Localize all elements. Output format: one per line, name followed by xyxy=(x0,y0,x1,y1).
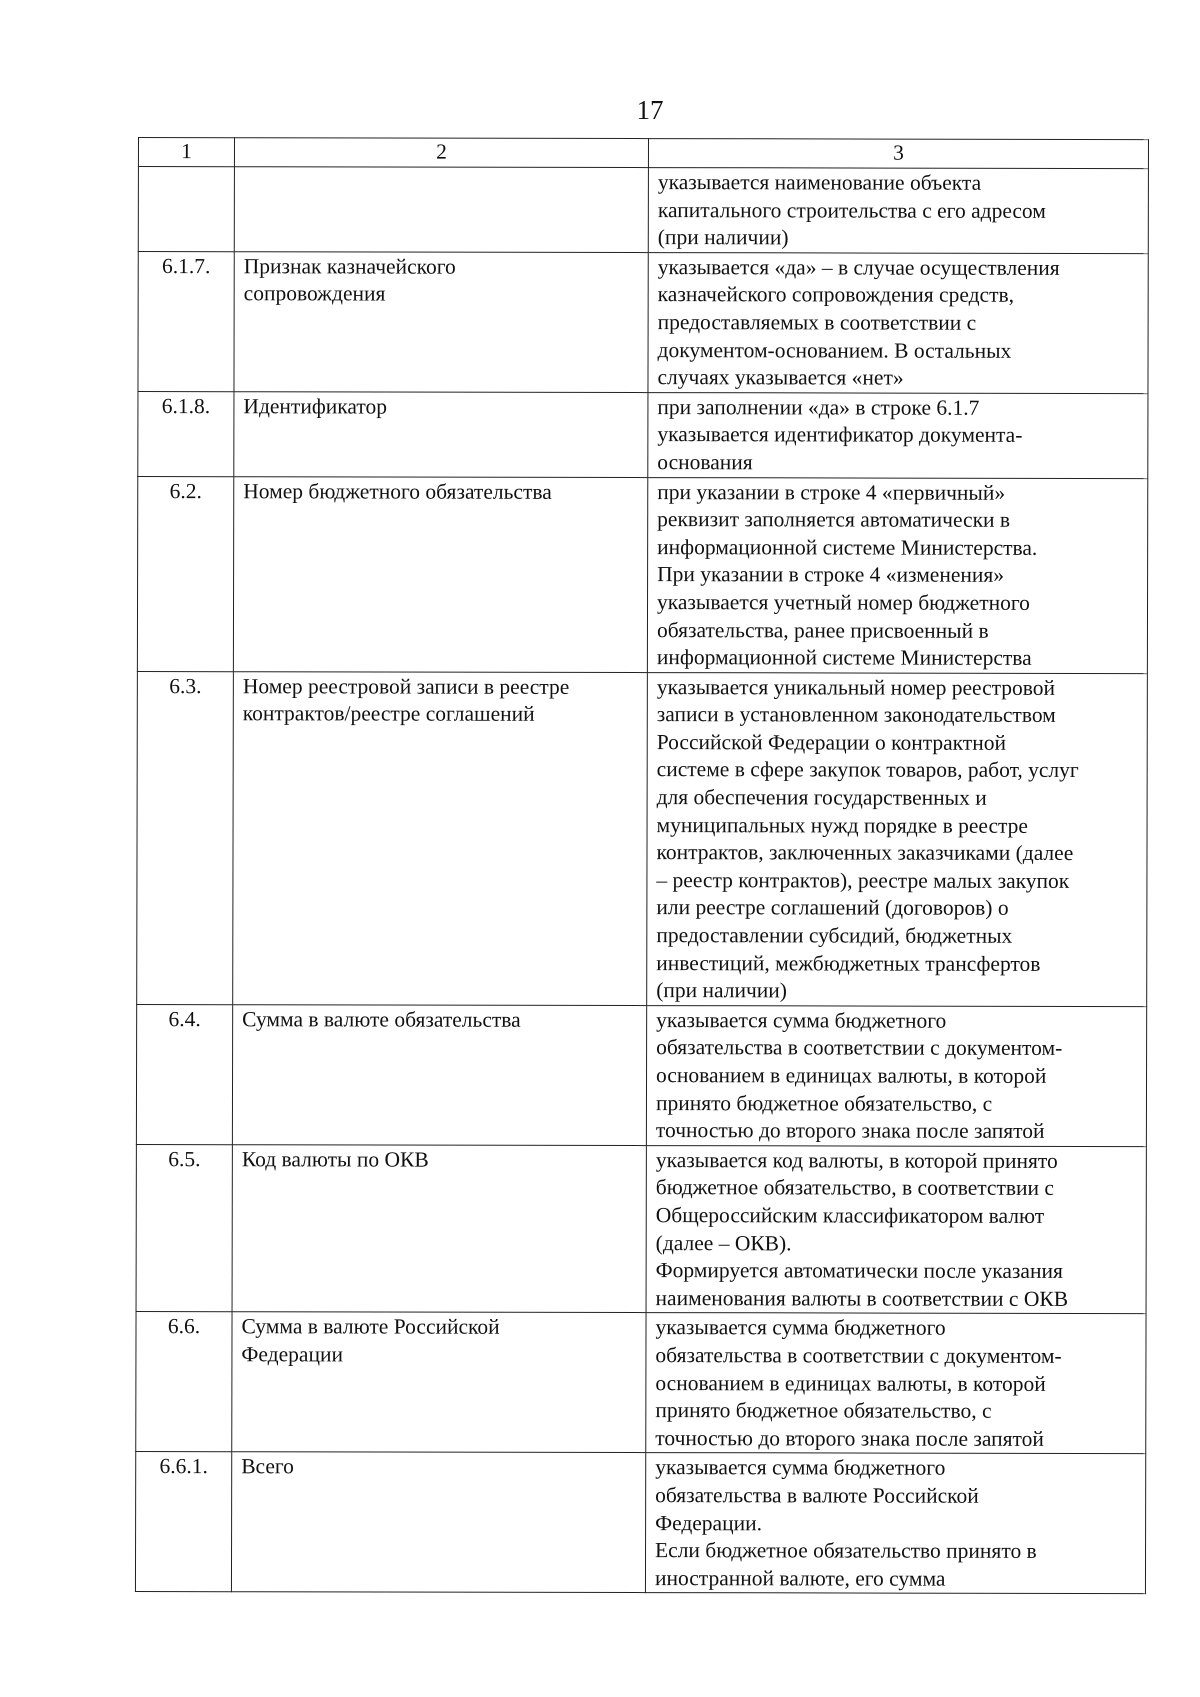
header-cell-2: 2 xyxy=(234,138,648,168)
row-number-cell: 6.1.7. xyxy=(138,251,234,391)
fill-rule-line: принято бюджетное обязательство, с xyxy=(655,1398,992,1423)
fill-rule-line: указывается код валюты, в которой принято xyxy=(655,1147,1058,1173)
fill-rule-line: указывается наименование объекта xyxy=(657,170,982,195)
fill-rule-line: наименования валюты в соответствии с ОКВ xyxy=(655,1285,1069,1311)
fill-rule-line: предоставлении субсидий, бюджетных xyxy=(656,923,1013,948)
requisite-name-line: Всего xyxy=(241,1454,294,1479)
fill-rule-line: иностранной валюте, его сумма xyxy=(654,1565,946,1591)
fill-rule-line: контрактов, заключенных заказчиками (далее xyxy=(656,840,1074,866)
fill-rule-line: указывается сумма бюджетного xyxy=(655,1315,946,1341)
fill-rule-line: (при наличии) xyxy=(656,978,788,1003)
requisite-name-line: Код валюты по ОКВ xyxy=(241,1147,429,1172)
row-number-cell: 6.6.1. xyxy=(135,1452,231,1592)
fill-rule-line: точностью до второго знака после запятой xyxy=(655,1118,1045,1144)
fill-rule-line: документом-основанием. В остальных xyxy=(657,337,1012,363)
requisite-name-cell xyxy=(231,1452,645,1593)
fill-rule-line: информационной системе Министерства xyxy=(656,645,1032,670)
fill-rule-line: инвестиций, межбюджетных трансфертов xyxy=(656,950,1041,976)
requisite-name-cell xyxy=(232,1005,646,1146)
fill-rule-cell xyxy=(646,1145,1146,1314)
row-number-cell: 6.4. xyxy=(136,1004,232,1144)
fill-rule-line: принято бюджетное обязательство, с xyxy=(655,1090,993,1116)
fill-rule-line: указывается учетный номер бюджетного xyxy=(657,589,1030,615)
requisite-name-cell xyxy=(234,391,648,477)
fill-rule-line: точностью до второго знака после запятой xyxy=(655,1425,1044,1451)
fill-rule-line: при указании в строке 4 «первичный» xyxy=(657,479,1006,505)
header-cell-1: 1 xyxy=(138,138,234,167)
page-number: 17 xyxy=(636,95,664,125)
requisite-name-cell xyxy=(234,167,648,253)
requisite-name-line: Идентификатор xyxy=(243,393,388,419)
header-row xyxy=(138,138,1148,169)
requisite-name-line: Номер реестровой записи в реестре xyxy=(242,673,570,699)
fill-rule-cell xyxy=(648,168,1148,254)
fill-rule-line: указывается «да» – в случае осуществления xyxy=(657,254,1060,280)
requisite-name-line: контрактов/реестре соглашений xyxy=(242,701,535,727)
table-row xyxy=(138,167,1148,254)
row-number-cell: 6.2. xyxy=(137,476,233,671)
fill-rule-line: обязательства в валюте Российской xyxy=(655,1482,979,1508)
requisite-name-line: Признак казначейского xyxy=(243,254,456,279)
fill-rule-cell xyxy=(647,672,1148,1006)
table-row xyxy=(136,1312,1146,1454)
requisite-name-line: Федерации xyxy=(241,1342,344,1367)
table-row xyxy=(137,671,1148,1006)
fill-rule-line: обязательства, ранее присвоенный в xyxy=(656,617,989,643)
table-row xyxy=(135,1452,1145,1594)
table-row xyxy=(138,251,1148,393)
requisite-name-line: Сумма в валюте обязательства xyxy=(242,1007,521,1032)
fill-rule-line: (далее – ОКВ). xyxy=(655,1230,792,1255)
fill-rule-cell xyxy=(646,1313,1146,1454)
fill-rule-line: Общероссийским классификатором валют xyxy=(655,1203,1045,1228)
fill-rule-line: при заполнении «да» в строке 6.1.7 xyxy=(657,394,980,420)
fill-rule-line: казначейского сопровождения средств, xyxy=(657,282,1015,308)
fill-rule-line: Если бюджетное обязательство принято в xyxy=(655,1538,1037,1563)
fill-rule-line: Российской Федерации о контрактной xyxy=(656,729,1007,755)
row-number-cell: 6.1.8. xyxy=(138,391,234,476)
fill-rule-line: Федерации. xyxy=(655,1510,763,1535)
row-number-cell xyxy=(138,167,234,252)
requisite-name-cell xyxy=(233,476,647,672)
requisites-table xyxy=(135,137,1149,1594)
row-number-cell: 6.3. xyxy=(137,671,234,1004)
requisite-name-cell xyxy=(234,251,648,392)
fill-rule-line: указывается сумма бюджетного xyxy=(655,1455,946,1481)
fill-rule-line: предоставляемых в соответствии с xyxy=(657,310,977,335)
fill-rule-line: Формируется автоматически после указания xyxy=(655,1258,1063,1284)
row-number-cell: 6.6. xyxy=(136,1312,232,1452)
requisite-name-line: Номер бюджетного обязательства xyxy=(243,478,552,504)
table-body xyxy=(135,138,1148,1594)
fill-rule-line: бюджетное обязательство, в соответствии с xyxy=(655,1175,1054,1201)
fill-rule-cell xyxy=(647,477,1147,673)
fill-rule-cell xyxy=(645,1453,1145,1594)
requisite-name-line: Сумма в валюте Российской xyxy=(241,1314,500,1340)
table-row xyxy=(136,1004,1146,1146)
requisite-name-cell xyxy=(233,671,648,1005)
fill-rule-line: капитального строительства с его адресом xyxy=(657,197,1046,223)
fill-rule-line: основания xyxy=(657,450,753,475)
fill-rule-line: для обеспечения государственных и xyxy=(656,785,987,810)
fill-rule-line: информационной системе Министерства. xyxy=(657,534,1038,560)
fill-rule-cell xyxy=(648,392,1148,478)
fill-rule-line: – реестр контрактов), реестре малых закупок xyxy=(656,867,1070,893)
fill-rule-line: основанием в единицах валюты, в которой xyxy=(655,1370,1046,1396)
fill-rule-line: (при наличии) xyxy=(657,225,789,250)
requisite-name-line: сопровождения xyxy=(243,281,386,306)
requisite-name-cell xyxy=(232,1144,646,1312)
fill-rule-line: основанием в единицах валюты, в которой xyxy=(656,1063,1047,1088)
fill-rule-line: муниципальных нужд порядке в реестре xyxy=(656,812,1029,838)
fill-rule-line: При указании в строке 4 «изменения» xyxy=(657,562,1005,588)
fill-rule-cell xyxy=(646,1005,1146,1146)
fill-rule-cell xyxy=(648,252,1148,393)
fill-rule-line: указывается сумма бюджетного xyxy=(656,1007,947,1033)
requisite-name-cell xyxy=(232,1312,646,1453)
row-number-cell: 6.5. xyxy=(136,1144,232,1312)
fill-rule-line: указывается идентификатор документа- xyxy=(657,422,1023,448)
fill-rule-line: записи в установленном законодательством xyxy=(656,702,1056,728)
fill-rule-line: обязательства в соответствии с документом- xyxy=(656,1035,1063,1061)
fill-rule-line: указывается уникальный номер реестровой xyxy=(656,674,1056,700)
fill-rule-line: реквизит заполняется автоматически в xyxy=(657,507,1011,532)
fill-rule-line: системе в сфере закупок товаров, работ, услуг xyxy=(656,757,1079,783)
header-cell-3: 3 xyxy=(648,139,1148,169)
fill-rule-line: случаях указывается «нет» xyxy=(657,365,904,390)
fill-rule-line: обязательства в соответствии с документом- xyxy=(655,1343,1062,1368)
table-row xyxy=(138,391,1148,478)
table-row xyxy=(137,476,1147,673)
fill-rule-line: или реестре соглашений (договоров) о xyxy=(656,895,1009,921)
table-row xyxy=(136,1144,1146,1314)
